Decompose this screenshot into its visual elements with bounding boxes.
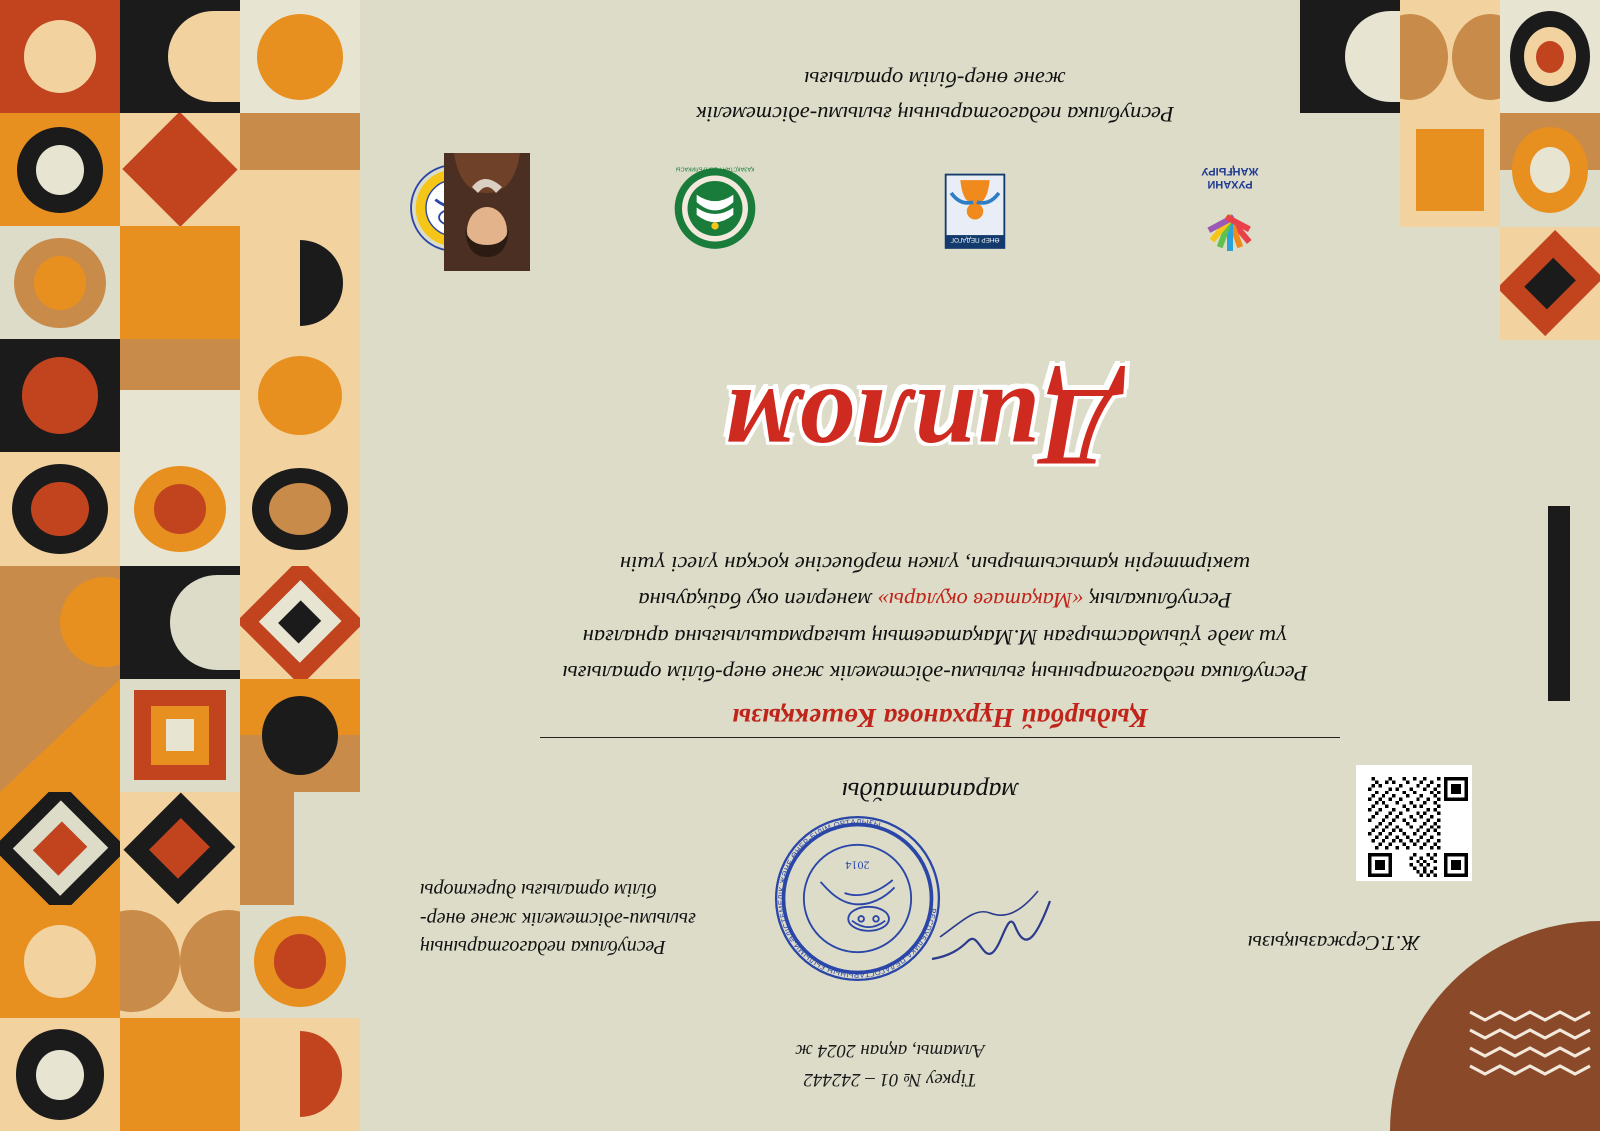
ornament-cell — [240, 679, 360, 792]
oner-pedagog-logo — [910, 151, 1030, 261]
body-line-3-post: мәнерлеп оқу байқауына — [638, 588, 878, 614]
recipient-name: Қыдырбай Нұрханова Көшекқызы — [731, 703, 1149, 733]
ornament-cell — [0, 226, 120, 339]
footer-organization — [520, 61, 1350, 131]
ornament-cell — [120, 905, 240, 1018]
black-bar-decoration — [1548, 506, 1570, 701]
place-and-date: Алматы, ақпан 2024 ж — [795, 1040, 985, 1062]
ornament-cell — [240, 339, 360, 452]
portrait-photo — [444, 153, 530, 271]
ornament-cell — [0, 1018, 120, 1131]
ornament-cell — [120, 1018, 240, 1131]
ornament-cell — [0, 339, 120, 452]
ornament-cell — [120, 452, 240, 565]
ornament-cell — [240, 905, 360, 1018]
ornament-cell — [0, 0, 120, 113]
rukhani-zhangyru-logo — [1170, 151, 1290, 261]
certificate-content — [400, 0, 1480, 1131]
ornament-cell — [240, 792, 360, 905]
ornament-cell — [1500, 113, 1600, 226]
ornament-cell — [1500, 0, 1600, 113]
award-verb: марапаттайды — [841, 777, 1019, 806]
ornament-cell — [120, 679, 240, 792]
body-line-3 — [380, 582, 1490, 618]
footer-line-1: Республика педагогтарының ғылыми-әдістемелік — [696, 102, 1174, 127]
signer-org-line-1: Республика педагогтарының — [420, 936, 666, 958]
competition-name: «Мақатаев оқулары» — [877, 588, 1084, 614]
signer-org-line-2: ғылыми-әдістемелік және өнер- — [420, 907, 696, 930]
ornament-cell — [0, 679, 120, 792]
footer-line-2: және өнер-білім орталығы — [804, 67, 1066, 93]
signer-name: Ж.Т.Сержазықызы — [1247, 931, 1420, 955]
portrait-photo-icon — [444, 153, 530, 271]
qr-code-icon — [1368, 777, 1468, 877]
ornament-cell — [0, 452, 120, 565]
ornament-cell — [120, 339, 240, 452]
signer-organization — [420, 876, 920, 961]
qr-code[interactable] — [1356, 765, 1472, 881]
ornament-cell — [240, 1018, 360, 1131]
ornament-cell — [240, 226, 360, 339]
ornament-cell — [120, 792, 240, 905]
body-line-2: үш мәде үйымдастырған М.Мақатаевтың шығармашылығына арналған — [582, 624, 1288, 650]
ornament-cell — [120, 566, 240, 679]
svg-text:РУХАНИ: РУХАНИ — [1207, 178, 1253, 190]
body-text — [380, 545, 1490, 691]
page-title: Диплом — [723, 365, 1117, 489]
body-line-3-pre: Республикалық — [1083, 588, 1232, 614]
registration-block — [720, 1036, 1060, 1093]
rukhani-zhangyru-icon — [1170, 151, 1290, 261]
zigzag-pattern-icon — [1462, 1006, 1592, 1076]
signer-org-line-3: білім орталығы директоры — [420, 879, 657, 902]
ornament-cell — [120, 226, 240, 339]
body-line-4: шәкірттерін қатысытырып, үлкен тәрбиесіне қосқан үлесі үшін — [619, 551, 1251, 577]
svg-text:ӨНЕР ПЕДАГОГ: ӨНЕР ПЕДАГОГ — [950, 235, 1000, 243]
ornament-cell — [240, 452, 360, 565]
body-line-1: Республика педагогтарының ғылыми-әдістемелік және өнер-білім орталығы — [562, 661, 1308, 686]
ornament-cell — [240, 0, 360, 113]
oner-pedagog-icon — [920, 156, 1030, 261]
ornament-cell — [0, 792, 120, 905]
ornament-cell — [0, 566, 120, 679]
ornament-cell — [1500, 227, 1600, 340]
ornament-cell — [120, 113, 240, 226]
ornament-cell — [0, 113, 120, 226]
svg-text:ЖАҢҒЫРУ: ЖАҢҒЫРУ — [1201, 165, 1259, 177]
right-ornament-band — [0, 0, 366, 1131]
svg-text:ҚАЗАҚСТАН РЕСПУБЛИКАСЫ: ҚАЗАҚСТАН РЕСПУБЛИКАСЫ — [675, 165, 755, 172]
qazaqstan-respublikasy-logo — [650, 151, 770, 261]
qazaqstan-respublikasy-icon — [660, 156, 770, 261]
ornament-cell — [0, 905, 120, 1018]
ornament-cell — [120, 0, 240, 113]
ornament-cell — [240, 566, 360, 679]
stamp-outer-text: РЕСПУБЛИКА ПЕДАГОГТАРЫНЫҢ ҒЫЛЫМИ-ӘДІСТЕМЕЛІК ЖӘНЕ ӨНЕР-БІЛІМ ОРТАЛЫҒЫ — [776, 817, 938, 980]
ornament-cell — [240, 113, 360, 226]
recipient-underline — [540, 737, 1340, 738]
recipient-block — [540, 702, 1340, 738]
registration-number: Тіркеу № 01 – 242442 — [803, 1069, 977, 1090]
stamp-year: 2014 — [845, 858, 870, 873]
